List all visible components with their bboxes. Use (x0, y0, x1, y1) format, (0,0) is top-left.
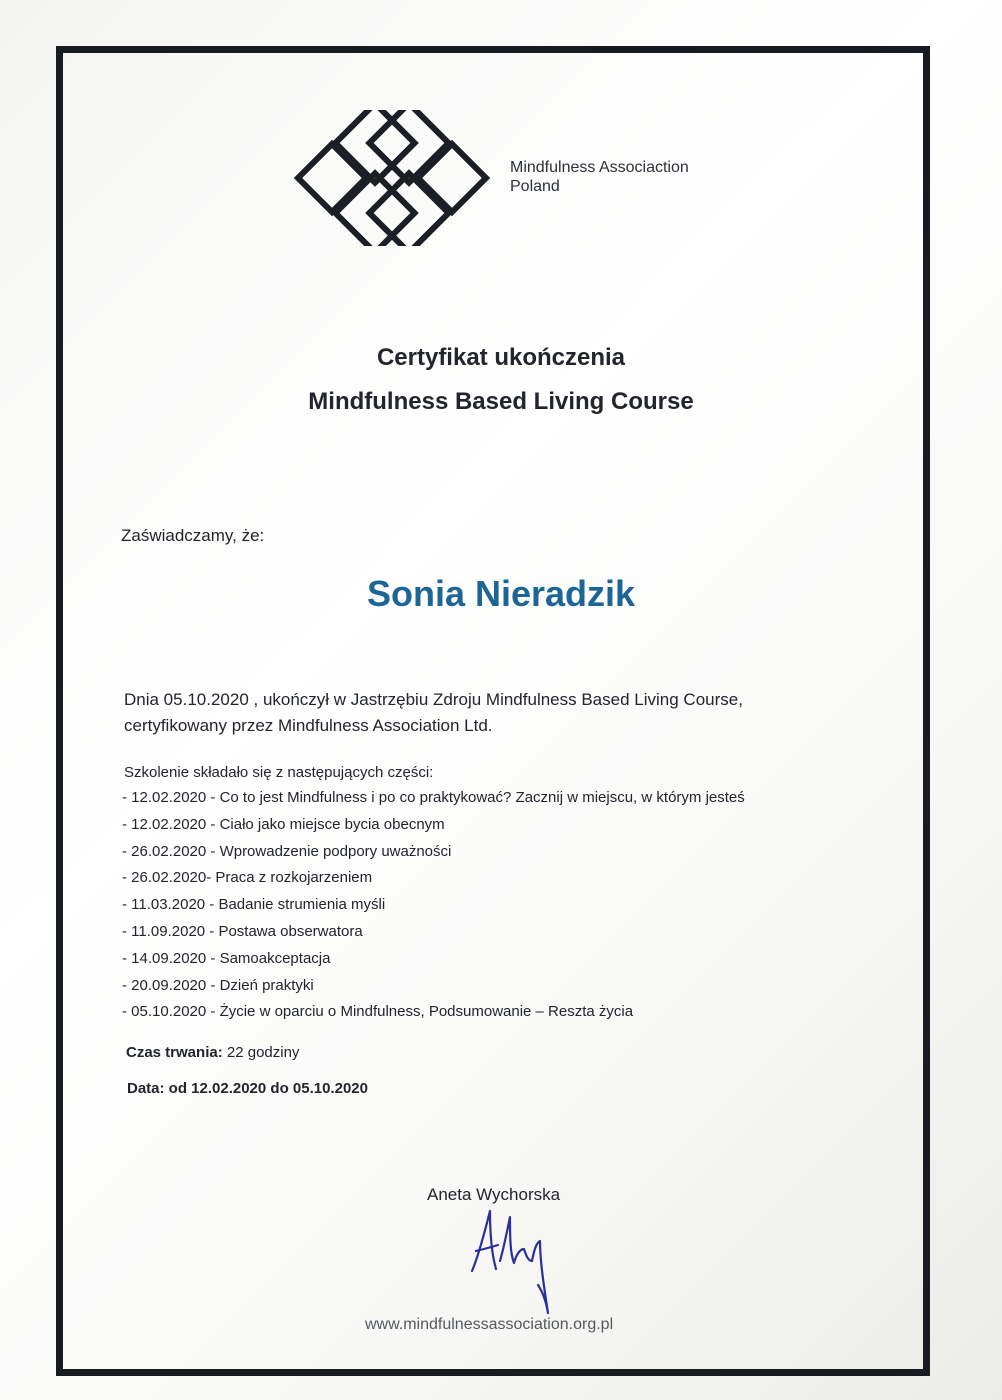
list-item: - 12.02.2020 - Co to jest Mindfulness i po co praktykować? Zacznij w miejscu, w którym jesteś (122, 789, 745, 806)
website-url: www.mindfulnessassociation.org.pl (365, 1316, 614, 1333)
course-dates: Data: od 12.02.2020 do 05.10.2020 (127, 1080, 368, 1097)
handwritten-signature-icon (466, 1205, 566, 1320)
list-item: - 14.09.2020 - Samoakceptacja (122, 949, 331, 967)
list-item: - 12.02.2020 - Ciało jako miejsce bycia obecnym (122, 815, 445, 833)
course-duration (126, 1044, 299, 1061)
duration-label: Czas trwania: (126, 1044, 223, 1061)
list-item: - 05.10.2020 - Życie w oparciu o Mindfulness, Podsumowanie – Reszta życia (122, 1003, 634, 1021)
certificate-title: Certyfikat ukończenia (376, 344, 626, 371)
organization-name (510, 158, 689, 196)
statement-line2: certyfikowany przez Mindfulness Association Ltd. (124, 716, 493, 735)
list-item: - 11.09.2020 - Postawa obserwatora (122, 922, 363, 940)
signer-name: Aneta Wychorska (427, 1185, 561, 1204)
completion-statement (124, 687, 904, 739)
organization-name-line2: Poland (510, 178, 560, 195)
sessions-list (122, 787, 745, 1028)
list-item: - 11.03.2020 - Badanie strumienia myśli (122, 896, 386, 914)
organization-name-line1: Mindfulness Associaction (510, 159, 689, 176)
endless-knot-logo-icon (292, 110, 492, 246)
sessions-heading: Szkolenie składało się z następujących części: (124, 764, 434, 781)
duration-value: 22 godziny (226, 1044, 300, 1061)
list-item: - 26.02.2020 - Wprowadzenie podpory uważności (122, 842, 452, 860)
course-title: Mindfulness Based Living Course (308, 388, 694, 415)
intro-text: Zaświadczamy, że: (121, 526, 265, 545)
statement-line1: Dnia 05.10.2020 , ukończył w Jastrzębiu Zdroju Mindfulness Based Living Course, (124, 690, 743, 709)
recipient-name: Sonia Nieradzik (366, 573, 636, 614)
list-item: - 20.09.2020 - Dzień praktyki (122, 976, 314, 994)
list-item: - 26.02.2020- Praca z rozkojarzeniem (122, 869, 373, 887)
